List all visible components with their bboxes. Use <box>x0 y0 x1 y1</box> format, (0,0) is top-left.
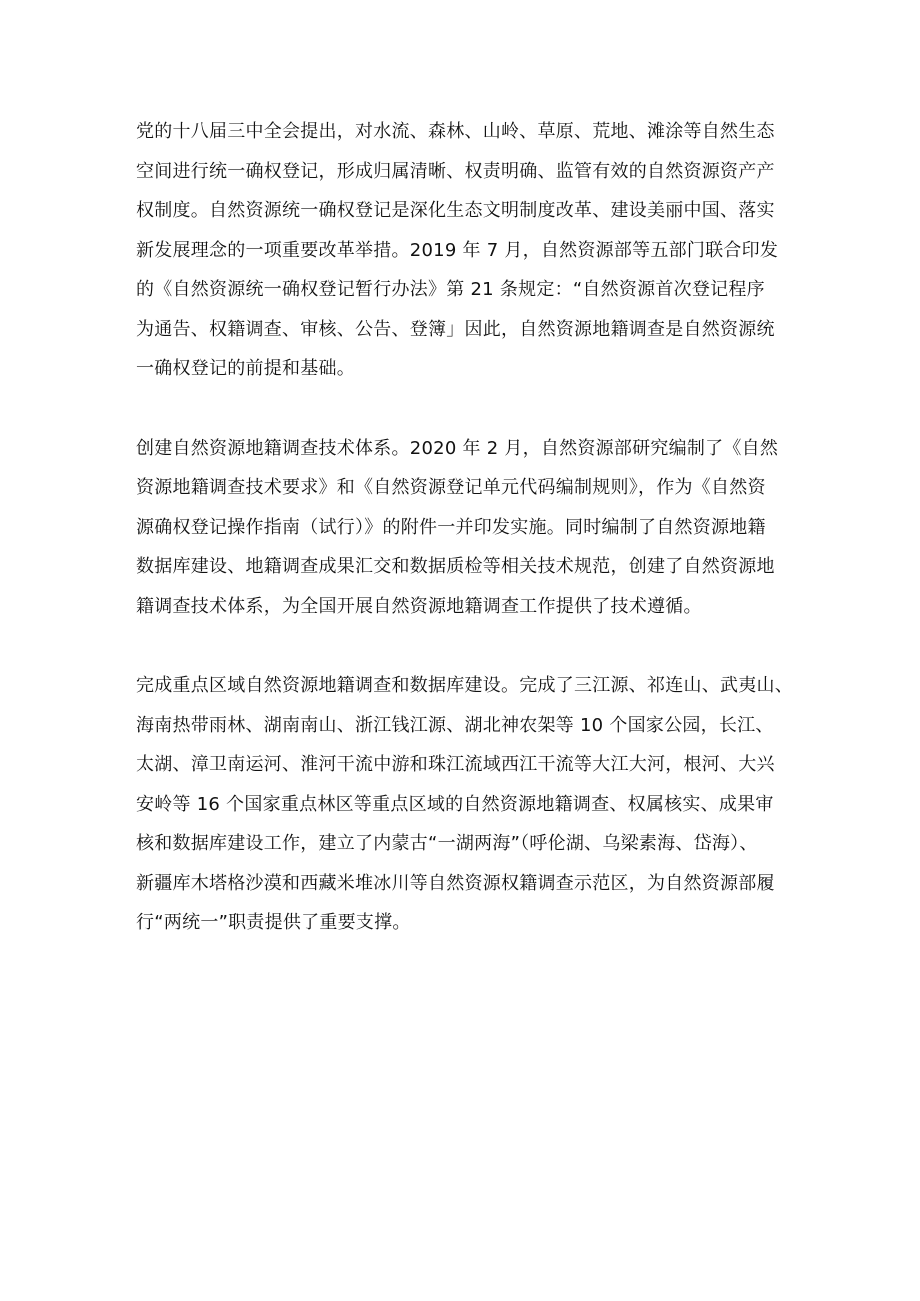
paragraph-line: 数据库建设、地籍调查成果汇交和数据质检等相关技术规范，创建了自然资源地 <box>136 556 775 577</box>
paragraph-line: 新疆库木塔格沙漠和西藏米堆冰川等自然资源权籍调查示范区，为自然资源部履 <box>136 872 775 894</box>
paragraph-line: 籍调查技术体系，为全国开展自然资源地籍调查工作提供了技术遵循。 <box>136 595 702 617</box>
document-body <box>136 112 796 943</box>
paragraph-line: 新发展理念的一项重要改革举措。2019 年 7 月，自然资源部等五部门联合印发 <box>136 239 779 261</box>
paragraph-line: 完成重点区域自然资源地籍调查和数据库建设。完成了三江源、祁连山、武夷山、 <box>136 675 793 696</box>
paragraph-line: 一确权登记的前提和基础。 <box>136 358 355 379</box>
paragraph-line: 行“两统一”职责提供了重要支撑。 <box>136 912 411 933</box>
paragraph-line: 为通告、权籍调查、审核、公告、登簿」因此，自然资源地籍调查是自然资源统 <box>136 318 775 340</box>
paragraph-3 <box>136 666 796 943</box>
paragraph-line: 创建自然资源地籍调查技术体系。2020 年 2 月，自然资源部研究编制了《自然 <box>136 437 779 459</box>
paragraph-line: 权制度。自然资源统一确权登记是深化生态文明制度改革、建设美丽中国、落实 <box>136 200 775 221</box>
paragraph-line: 核和数据库建设工作，建立了内蒙古“一湖两海”（呼伦湖、乌梁素海、岱海）、 <box>136 833 758 854</box>
paragraph-line: 资源地籍调查技术要求》和《自然资源登记单元代码编制规则》，作为《自然资 <box>136 477 766 498</box>
paragraph-1 <box>136 112 796 389</box>
paragraph-line: 党的十八届三中全会提出，对水流、森林、山岭、草原、荒地、滩涂等自然生态 <box>136 121 775 142</box>
paragraph-line: 安岭等 16 个国家重点林区等重点区域的自然资源地籍调查、权属核实、成果审 <box>136 793 774 815</box>
paragraph-2 <box>136 429 796 627</box>
paragraph-line: 太湖、漳卫南运河、淮河干流中游和珠江流域西江干流等大江大河，根河、大兴 <box>136 754 775 775</box>
paragraph-line: 海南热带雨林、湖南南山、浙江钱江源、湖北神农架等 10 个国家公园，长江、 <box>136 714 774 736</box>
paragraph-line: 空间进行统一确权登记，形成归属清晰、权责明确、监管有效的自然资源资产产 <box>136 160 775 182</box>
paragraph-line: 源确权登记操作指南（试行）》的附件一并印发实施。同时编制了自然资源地籍 <box>136 516 766 538</box>
paragraph-line: 的《自然资源统一确权登记暂行办法》第 21 条规定：“自然资源首次登记程序 <box>136 279 765 300</box>
